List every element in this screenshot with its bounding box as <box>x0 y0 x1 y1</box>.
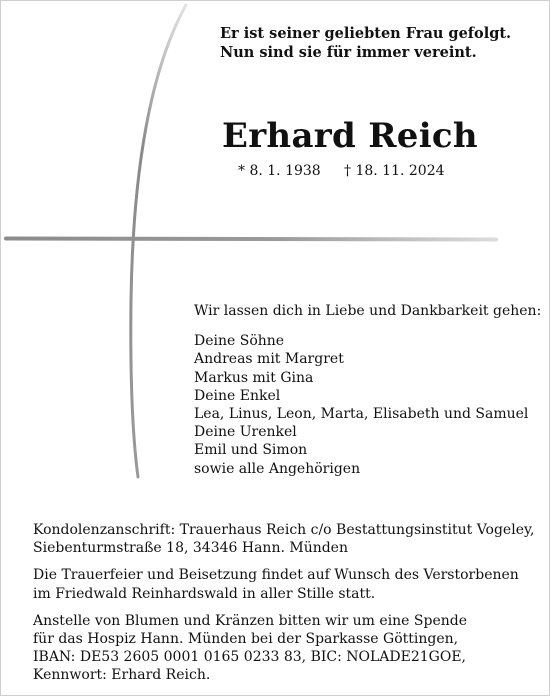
mourner-line: Lea, Linus, Leon, Marta, Elisabeth und Samuel <box>194 406 529 423</box>
mourner-line: Andreas mit Margret <box>194 351 344 368</box>
mourner-line: Deine Enkel <box>194 387 281 404</box>
mourner-line: Deine Urenkel <box>194 424 297 441</box>
funeral-notice <box>33 566 534 602</box>
mourner-line: Emil und Simon <box>194 442 308 459</box>
birth-date: * 8. 1. 1938 <box>238 163 321 179</box>
mourner-line: sowie alle Angehörigen <box>194 460 361 477</box>
family-section <box>194 302 541 478</box>
cross-horizontal-stroke <box>6 239 496 240</box>
donation-line: IBAN: DE53 2605 0001 0165 0233 83, BIC: NOLADE21GOE, <box>33 649 467 666</box>
donation-line: Anstelle von Blumen und Kränzen bitten wir um eine Spende <box>33 612 468 629</box>
condolence-address <box>33 521 534 557</box>
quote-line-1: Er ist seiner geliebten Frau gefolgt. <box>220 25 512 42</box>
donation-line: Kennwort: Erhard Reich. <box>33 667 211 684</box>
mourner-line: Markus mit Gina <box>194 369 314 386</box>
deceased-name: Erhard Reich <box>222 116 478 156</box>
donation-line: für das Hospiz Hann. Münden bei der Sparkasse Göttingen, <box>33 631 459 648</box>
quote-line-2: Nun sind sie für immer vereint. <box>220 44 477 61</box>
mourner-line: Deine Söhne <box>194 333 285 350</box>
notes-section <box>33 521 534 694</box>
death-date: † 18. 11. 2024 <box>344 163 445 179</box>
condolence-line: Kondolenzanschrift: Trauerhaus Reich c/o Bestattungsinstitut Vogeley, <box>33 522 535 538</box>
family-intro: Wir lassen dich in Liebe und Dankbarkeit gehen: <box>194 303 542 319</box>
funeral-line: im Friedwald Reinhardswald in aller Stille statt. <box>33 585 376 602</box>
condolence-line: Siebenturmstraße 18, 34346 Hann. Münden <box>33 540 348 557</box>
cross-vertical-stroke <box>131 5 186 477</box>
donation-notice <box>33 612 534 685</box>
memorial-quote <box>220 24 511 62</box>
funeral-line: Die Trauerfeier und Beisetzung findet auf Wunsch des Verstorbenen <box>33 567 519 584</box>
